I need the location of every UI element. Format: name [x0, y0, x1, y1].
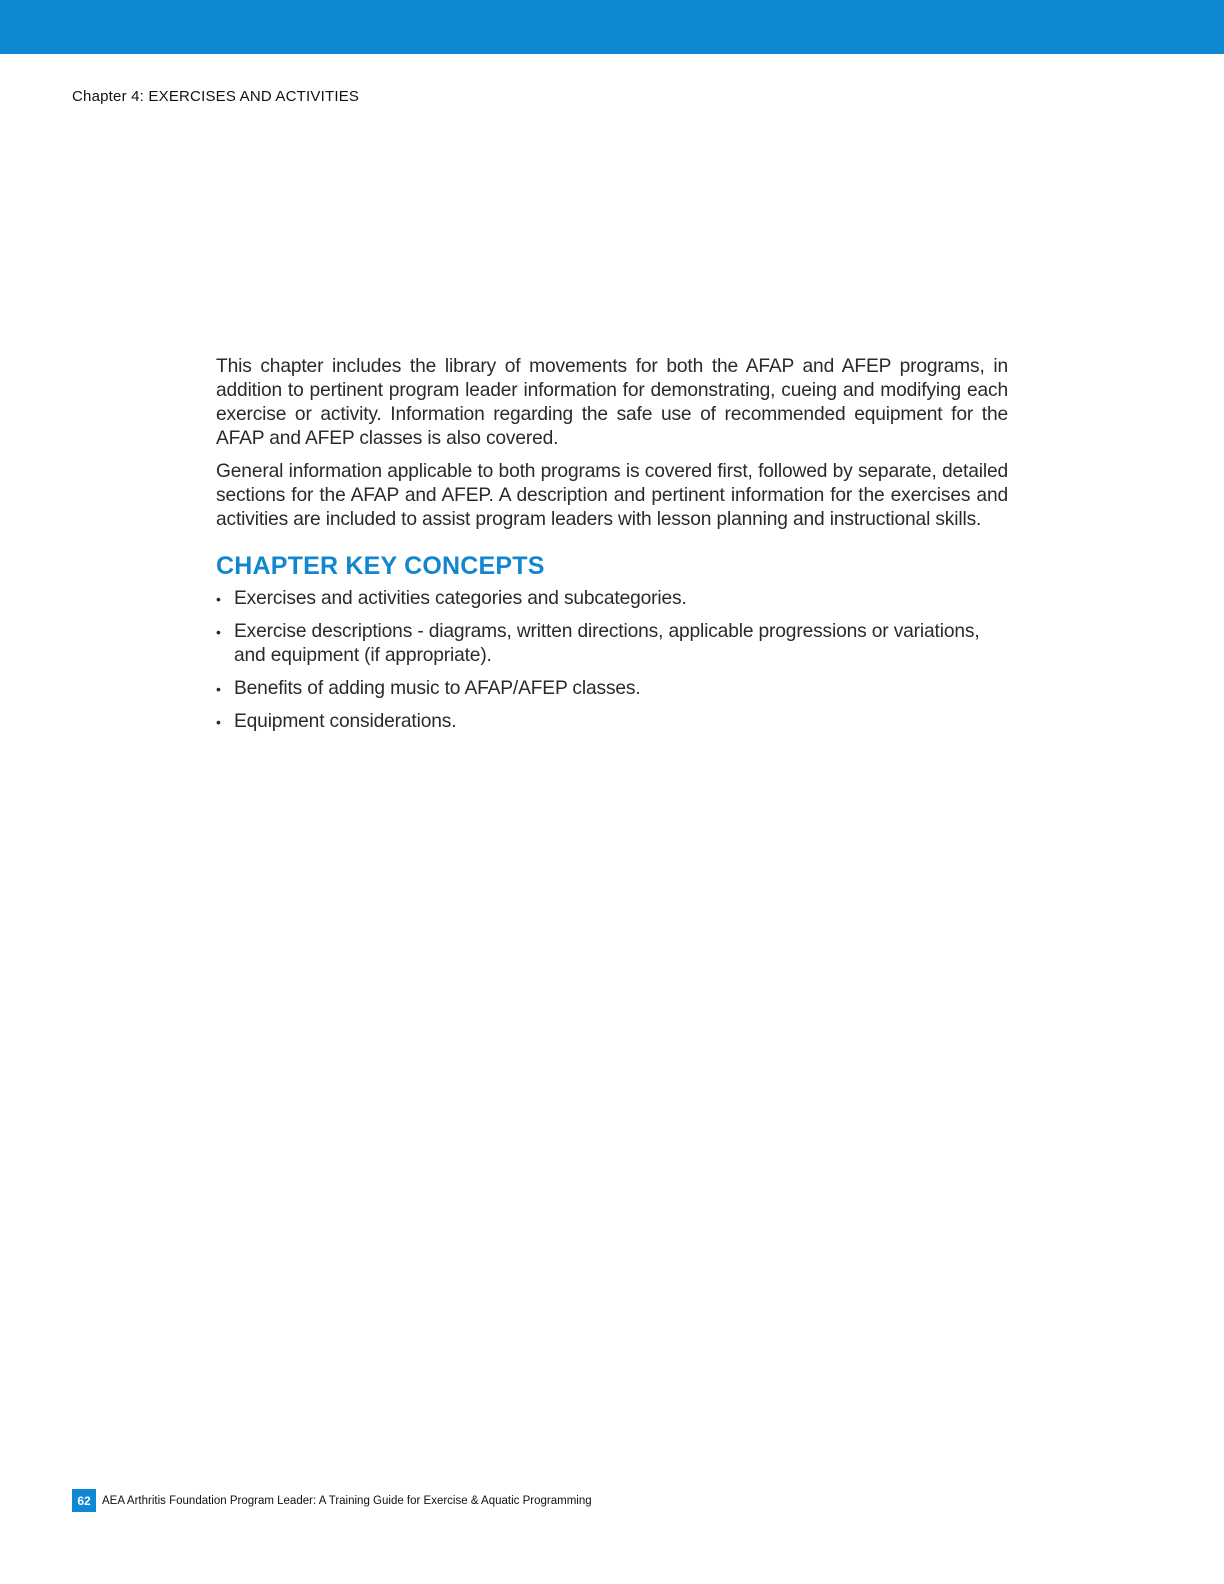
key-concepts-list	[216, 587, 1008, 734]
page-footer	[72, 1489, 592, 1512]
bullet-icon: •	[216, 681, 221, 697]
list-item-text: Benefits of adding music to AFAP/AFEP classes.	[234, 678, 641, 699]
list-item	[216, 620, 1008, 668]
bullet-icon: •	[216, 591, 221, 607]
main-content	[216, 355, 1008, 743]
bullet-icon: •	[216, 714, 221, 730]
header-color-bar	[0, 0, 1224, 54]
footer-title: AEA Arthritis Foundation Program Leader: A Training Guide for Exercise & Aquatic Programming	[102, 1494, 592, 1507]
section-title: CHAPTER KEY CONCEPTS	[216, 552, 545, 580]
list-item	[216, 677, 1008, 701]
running-head: Chapter 4: EXERCISES AND ACTIVITIES	[72, 88, 360, 105]
intro-paragraph-2: General information applicable to both programs is covered first, followed by separate, detailed sections for the AFAP and AFEP. A description and pertinent information for the exercises and activities are included to assist program leaders with lesson planning and instructional skills.	[216, 461, 1008, 530]
bullet-icon: •	[216, 624, 221, 640]
list-item	[216, 710, 1008, 734]
list-item-text: Exercises and activities categories and subcategories.	[234, 588, 687, 609]
page-number: 62	[72, 1489, 96, 1512]
intro-paragraph-1: This chapter includes the library of movements for both the AFAP and AFEP programs, in addition to pertinent program leader information for demonstrating, cueing and modifying each exercise or activity. Information regarding the safe use of recommended equipment for the AFAP and AFEP classes is also covered.	[216, 356, 1008, 449]
list-item-text: Equipment considerations.	[234, 711, 457, 732]
list-item	[216, 587, 1008, 611]
list-item-text: Exercise descriptions - diagrams, written directions, applicable progressions or variations, and equipment (if appropriate).	[234, 621, 980, 666]
